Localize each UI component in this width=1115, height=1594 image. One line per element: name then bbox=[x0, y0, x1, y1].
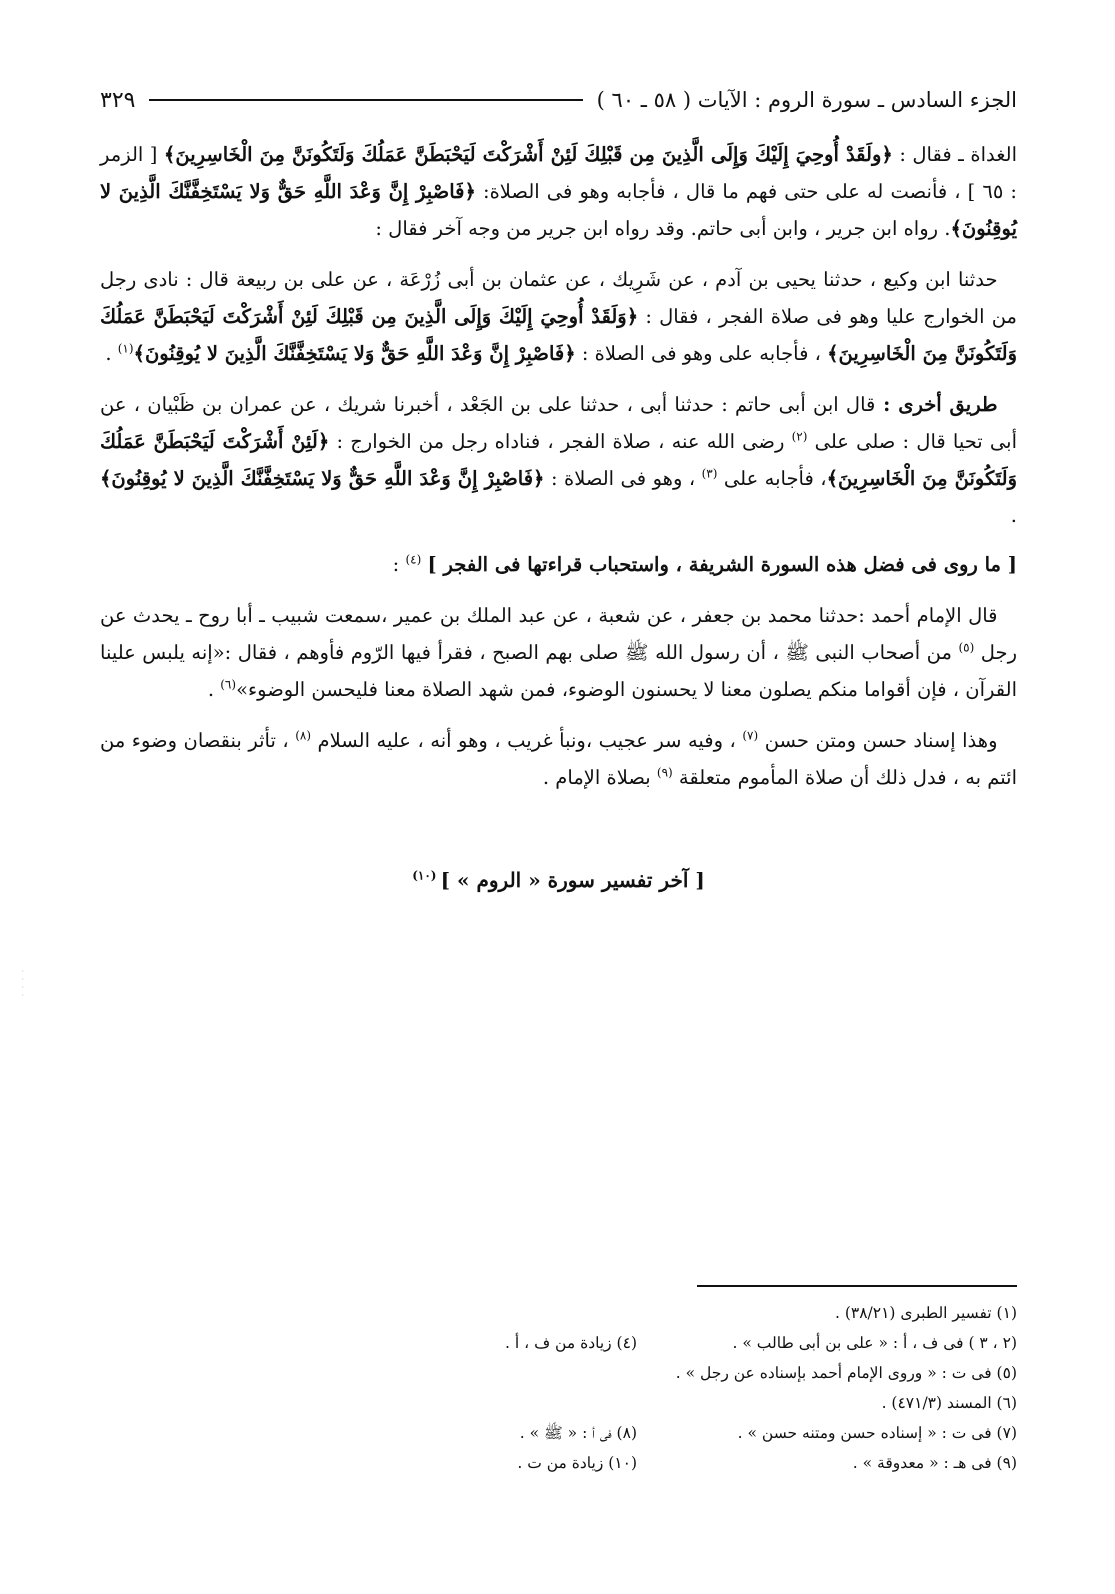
footnote-8: (٨) فى أ : « ﷺ » . bbox=[519, 1424, 637, 1442]
footnote-row bbox=[440, 1448, 1017, 1478]
footnote-row bbox=[440, 1358, 1017, 1388]
paragraph-3 bbox=[100, 386, 1017, 534]
footnote-6: (٦) المسند (٤٧١/٣) . bbox=[881, 1394, 1017, 1412]
footnote-5: (٥) فى ت : « وروى الإمام أحمد بإسناده عن رجل » . bbox=[675, 1364, 1017, 1382]
footnote-row bbox=[440, 1298, 1017, 1328]
paragraph-text: ، وهو فى الصلاة : bbox=[544, 467, 702, 490]
paragraph-text: بصلاة الإمام . bbox=[542, 766, 657, 789]
footnote-empty bbox=[440, 1388, 637, 1418]
footnote-marker: (٦) bbox=[220, 677, 237, 692]
footnote-10: (١٠) زيادة من ت . bbox=[517, 1454, 637, 1472]
paragraph-text: قال ابن أبى حاتم : حدثنا أبى ، حدثنا على بن الجَعْد ، أخبرنا شريك ، عن عمران بن ظَبْيان ، عن أبى تحيا قال : صلى على bbox=[100, 393, 1017, 453]
paragraph-text: [ الزمر : ٦٥ ] ، فأنصت له على حتى فهم ما قال ، فأجابه وهو فى الصلاة: bbox=[100, 143, 1017, 203]
section-lead: طريق أخرى : bbox=[875, 393, 998, 416]
paragraph-text: ، تأثر بنقصان وضوء من ائتم به ، فدل ذلك أن صلاة المأموم متعلقة bbox=[100, 729, 1017, 789]
section-heading bbox=[100, 546, 1017, 583]
footnote-marker: (١٠) bbox=[412, 868, 441, 883]
footnote-row bbox=[440, 1418, 1017, 1448]
paragraph-text: وهذا إسناد حسن ومتن حسن bbox=[758, 729, 998, 752]
footnote-7: (٧) فى ت : « إسناده حسن ومتنه حسن » . bbox=[737, 1424, 1017, 1442]
running-header bbox=[100, 80, 1017, 120]
footnote-4: (٤) زيادة من ف ، أ . bbox=[505, 1334, 637, 1352]
paragraph-5 bbox=[100, 722, 1017, 796]
page-content bbox=[100, 80, 1017, 892]
footnote-separator bbox=[697, 1285, 1017, 1287]
paragraph-4 bbox=[100, 597, 1017, 708]
closing-heading bbox=[100, 868, 1017, 892]
header-rule bbox=[149, 99, 582, 101]
footnote-row bbox=[440, 1388, 1017, 1418]
paragraph-text: رضى الله عنه ، صلاة الفجر ، فناداه رجل من الخوارج : bbox=[329, 430, 792, 453]
margin-marks: · · · · bbox=[21, 967, 24, 1000]
paragraph-text: . bbox=[1010, 504, 1017, 527]
footnote-marker: (١) bbox=[117, 341, 134, 356]
quran-quote: ﴿فَاصْبِرْ إِنَّ وَعْدَ اللَّهِ حَقٌّ وَلا يَسْتَخِفَّنَّكَ الَّذِينَ لا يُوقِنُونَ﴾ bbox=[100, 467, 545, 490]
footnote-empty bbox=[440, 1298, 637, 1328]
footnote-marker: (٥) bbox=[958, 640, 975, 655]
closing-text: [ آخر تفسير سورة « الروم » ] bbox=[440, 868, 705, 892]
paragraph-text: . bbox=[105, 342, 118, 365]
footnote-marker: (٢) bbox=[791, 429, 808, 444]
footnotes bbox=[440, 1298, 1017, 1478]
footnote-2-3: (٢ ، ٣ ) فى ف ، أ : « على بن أبى طالب » . bbox=[732, 1334, 1017, 1352]
page-number: ٣٢٩ bbox=[100, 87, 136, 113]
quran-quote: ﴿لَئِنْ أَشْرَكْتَ لَيَحْبَطَنَّ عَمَلُكَ وَلَتَكُونَنَّ مِنَ الْخَاسِرِينَ﴾ bbox=[100, 430, 1018, 490]
header-title: الجزء السادس ـ سورة الروم : الآيات ( ٥٨ ـ ٦٠ ) bbox=[596, 88, 1017, 112]
quran-quote: ﴿فَاصْبِرْ إِنَّ وَعْدَ اللَّهِ حَقٌّ وَلا يَسْتَخِفَّنَّكَ الَّذِينَ لا يُوقِنُونَ﴾ bbox=[100, 180, 1017, 240]
footnote-marker: (٤) bbox=[405, 552, 422, 567]
quran-quote: ﴿فَاصْبِرْ إِنَّ وَعْدَ اللَّهِ حَقٌّ وَلا يَسْتَخِفَّنَّكَ الَّذِينَ لا يُوقِنُونَ﴾ bbox=[133, 342, 576, 365]
paragraph-text: الغداة ـ فقال : bbox=[892, 143, 1018, 166]
footnote-marker: (٣) bbox=[701, 466, 718, 481]
paragraph-text: قال الإمام أحمد :حدثنا محمد بن جعفر ، عن شعبة ، عن عبد الملك بن عمير ،سمعت شبيب ـ أبا روح ـ يحدث عن رجل bbox=[100, 604, 1018, 664]
footnote-9: (٩) فى هـ : « معدوقة » . bbox=[852, 1454, 1017, 1472]
paragraph-text: . bbox=[207, 678, 221, 701]
footnote-row bbox=[440, 1328, 1017, 1358]
heading-text: [ ما روى فى فضل هذه السورة الشريفة ، واستحباب قراءتها فى الفجر ] bbox=[427, 553, 1017, 576]
paragraph-2 bbox=[100, 261, 1017, 372]
footnote-1: (١) تفسير الطبرى (٣٨/٢١) . bbox=[834, 1304, 1017, 1322]
paragraph-text: ، فأجابه على bbox=[717, 467, 827, 490]
paragraph-text: ، فأجابه على وهو فى الصلاة : bbox=[575, 342, 828, 365]
quran-quote: ﴿ولَقَدْ أُوحِيَ إِلَيْكَ وَإِلَى الَّذِينَ مِن قَبْلِكَ لَئِنْ أَشْرَكْتَ لَيَحْبَطَنَّ عَمَلُكَ وَلَتَكُونَنَّ مِنَ الْخَاسِرِينَ﴾ bbox=[163, 143, 893, 166]
footnote-marker: (٩) bbox=[656, 765, 673, 780]
heading-tail: : bbox=[392, 553, 406, 576]
footnote-marker: (٧) bbox=[742, 728, 759, 743]
footnote-empty bbox=[440, 1358, 637, 1388]
quran-quote: ﴿وَلَقَدْ أُوحِيَ إِلَيْكَ وَإِلَى الَّذِينَ مِن قَبْلِكَ لَئِنْ أَشْرَكْتَ لَيَحْبَطَنَّ عَمَلُكَ وَلَتَكُونَنَّ مِنَ الْخَاسِرِينَ﴾ bbox=[100, 305, 1017, 365]
paragraph-1 bbox=[100, 136, 1017, 247]
paragraph-text: حدثنا ابن وكيع ، حدثنا يحيى بن آدم ، عن شَرِيك ، عن عثمان بن أبى زُرْعَة ، عن على بن ربيعة قال : نادى رجل من الخوارج عليا وهو فى صلاة الفجر ، فقال : bbox=[100, 268, 1017, 328]
paragraph-text: . رواه ابن جرير ، وابن أبى حاتم. وقد رواه ابن جرير من وجه آخر فقال : bbox=[375, 217, 951, 240]
footnote-marker: (٨) bbox=[295, 728, 312, 743]
paragraph-text: من أصحاب النبى ﷺ ، أن رسول الله ﷺ صلى بهم الصبح ، فقرأ فيها الرّوم فأوهم ، فقال :«إنه يلبس علينا القرآن ، فإن أقواما منكم يصلون معنا لا يحسنون الوضوء، فمن شهد الصلاة معنا فليحسن الوضوء» bbox=[100, 641, 1017, 701]
paragraph-text: ، وفيه سر عجيب ،ونبأ غريب ، وهو أنه ، عليه السلام bbox=[311, 729, 743, 752]
